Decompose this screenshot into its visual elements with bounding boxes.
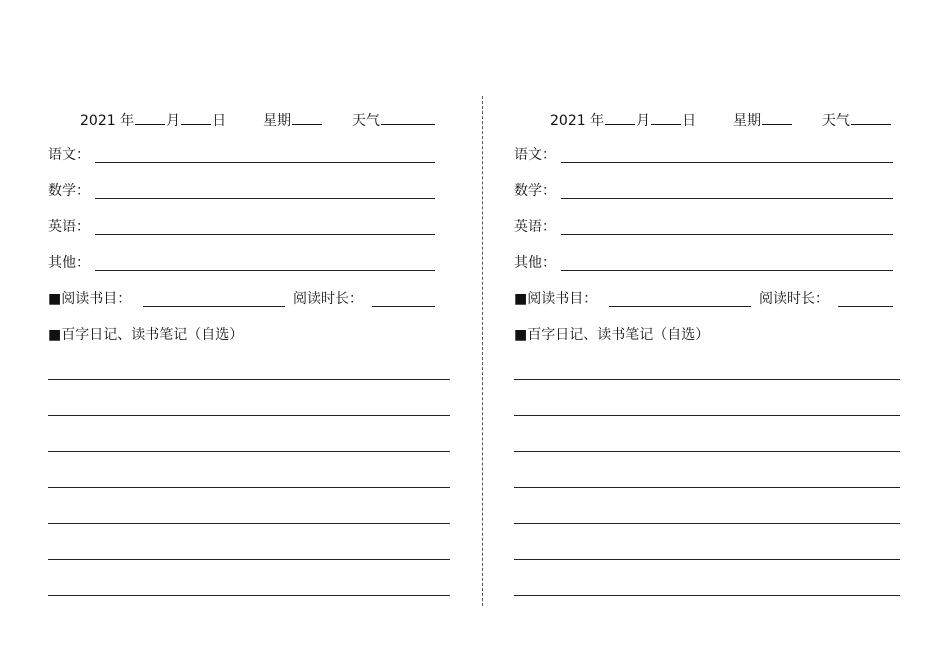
subject-line-english[interactable] xyxy=(561,234,893,235)
weather-blank[interactable] xyxy=(381,110,435,125)
year-suffix: 年 xyxy=(590,113,605,129)
month-label: 月 xyxy=(166,113,181,129)
weekday-blank[interactable] xyxy=(762,110,792,125)
subject-label-math: 数学： xyxy=(514,183,556,199)
subject-label-other: 其他： xyxy=(48,255,90,271)
year: 2021 xyxy=(80,113,116,129)
weather-label: 天气 xyxy=(351,113,380,129)
writing-line[interactable] xyxy=(514,379,900,380)
reading-row xyxy=(48,290,131,308)
subject-line-chinese[interactable] xyxy=(561,162,893,163)
subject-label-chinese: 语文： xyxy=(514,147,556,163)
day-label: 日 xyxy=(682,113,697,129)
diary-row xyxy=(48,326,243,344)
subject-label-chinese: 语文： xyxy=(48,147,90,163)
subject-line-other[interactable] xyxy=(95,270,435,271)
reading-book-label: 阅读书目： xyxy=(527,291,598,307)
month-label: 月 xyxy=(636,113,651,129)
subject-line-other[interactable] xyxy=(561,270,893,271)
writing-line[interactable] xyxy=(48,379,450,380)
reading-row xyxy=(514,290,597,308)
year-suffix: 年 xyxy=(120,113,135,129)
writing-line[interactable] xyxy=(514,523,900,524)
subject-line-math[interactable] xyxy=(95,198,435,199)
writing-line[interactable] xyxy=(514,559,900,560)
subject-line-math[interactable] xyxy=(561,198,893,199)
reading-book-line[interactable] xyxy=(143,306,285,307)
weekday-blank[interactable] xyxy=(292,110,322,125)
subject-label-other: 其他： xyxy=(514,255,556,271)
writing-line[interactable] xyxy=(48,487,450,488)
day-label: 日 xyxy=(212,113,227,129)
diary-row xyxy=(514,326,709,344)
writing-line[interactable] xyxy=(514,415,900,416)
bullet: ■ xyxy=(48,327,62,343)
reading-duration-line[interactable] xyxy=(372,306,435,307)
bullet: ■ xyxy=(514,327,528,343)
page-divider xyxy=(482,96,483,606)
bullet: ■ xyxy=(514,291,528,307)
reading-duration-label: 阅读时长： xyxy=(759,291,829,307)
date-line xyxy=(550,110,892,130)
day-blank[interactable] xyxy=(181,110,211,125)
writing-line[interactable] xyxy=(48,523,450,524)
writing-line[interactable] xyxy=(514,487,900,488)
year: 2021 xyxy=(550,113,586,129)
weekday-label: 星期 xyxy=(733,113,761,129)
diary-label: 百字日记、读书笔记（自选） xyxy=(61,327,244,343)
weather-label: 天气 xyxy=(821,113,850,129)
date-line xyxy=(80,110,436,130)
reading-duration-line[interactable] xyxy=(838,306,893,307)
writing-line[interactable] xyxy=(48,559,450,560)
month-blank[interactable] xyxy=(135,110,165,125)
writing-line[interactable] xyxy=(514,595,900,596)
subject-line-chinese[interactable] xyxy=(95,162,435,163)
reading-book-line[interactable] xyxy=(609,306,751,307)
weekday-label: 星期 xyxy=(263,113,291,129)
writing-line[interactable] xyxy=(48,451,450,452)
reading-duration-label: 阅读时长： xyxy=(293,291,363,307)
subject-line-english[interactable] xyxy=(95,234,435,235)
subject-label-english: 英语： xyxy=(48,219,90,235)
subject-label-math: 数学： xyxy=(48,183,90,199)
month-blank[interactable] xyxy=(605,110,635,125)
writing-line[interactable] xyxy=(48,595,450,596)
weather-blank[interactable] xyxy=(851,110,891,125)
diary-label: 百字日记、读书笔记（自选） xyxy=(527,327,710,343)
writing-line[interactable] xyxy=(48,415,450,416)
day-blank[interactable] xyxy=(651,110,681,125)
writing-line[interactable] xyxy=(514,451,900,452)
bullet: ■ xyxy=(48,291,62,307)
reading-book-label: 阅读书目： xyxy=(61,291,132,307)
subject-label-english: 英语： xyxy=(514,219,556,235)
